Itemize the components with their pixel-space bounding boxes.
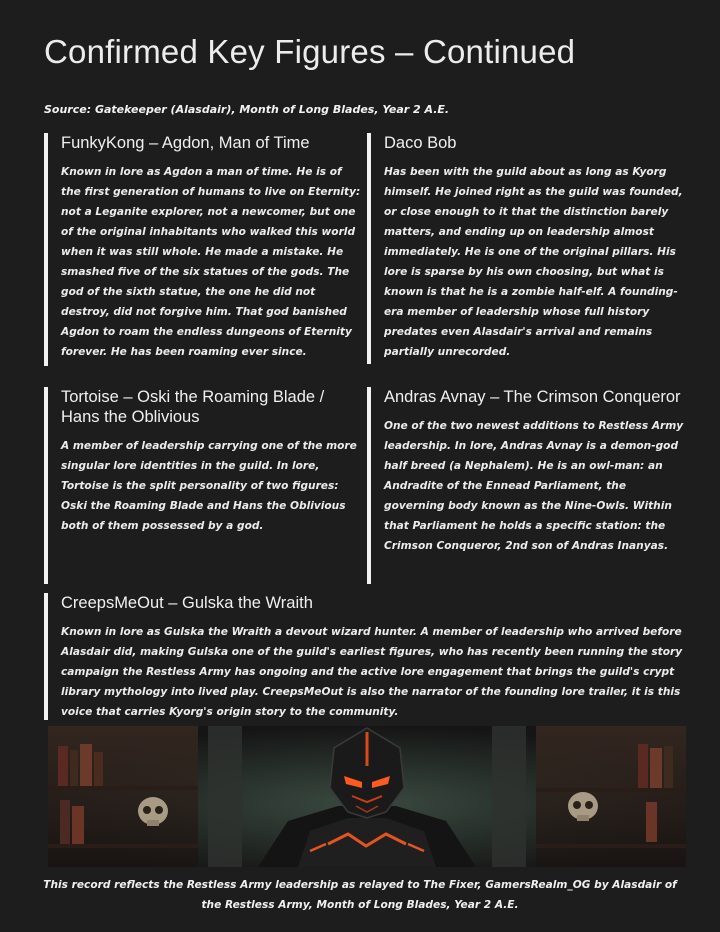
figure-body: Has been with the guild about as long as Kyorg himself. He joined right as the guild was founded, or close enough to it that the distinction barely matters, and ending up on leadership almost immediately. He is one of the original pillars. His lore is sparse by his own choosing, but what is known is that he is a zombie half-elf. A founding-era member of leadership whose full history predates even Alasdair's arrival and remains partially unrecorded. [384, 166, 683, 358]
bookshelf-left [48, 726, 198, 867]
figure-body: Known in lore as Agdon a man of time. He is of the first generation of humans to live on Eternity: not a Leganite explorer, not a newcomer, but one of the original inhabitants who walked this world when it was still whole. He made a mistake. He smashed five of the six statues of the gods. The god of the sixth statue, the one he did not destroy, did not forgive him. That god banished Agdon to roam the endless dungeons of Eternity forever. He has been roaming ever since. [61, 166, 361, 358]
figure-card-tortoise [44, 387, 362, 584]
figure-heading: Andras Avnay – The Crimson Conqueror [384, 388, 681, 406]
figure-body: A member of leadership carrying one of the more singular lore identities in the guild. In lore, Tortoise is the split personality of two figures: Oski the Roaming Blade and Hans the Oblivious both of them possessed by a god. [61, 440, 357, 532]
figure-heading: CreepsMeOut – Gulska the Wraith [61, 594, 313, 612]
figure-card-creepsmeout [44, 593, 684, 720]
figure-heading: Daco Bob [384, 134, 457, 152]
figure-heading: Tortoise – Oski the Roaming Blade / Hans the Oblivious [61, 388, 325, 426]
source-line: Source: Gatekeeper (Alasdair), Month of Long Blades, Year 2 A.E. [44, 103, 450, 116]
figure-body: One of the two newest additions to Restless Army leadership. In lore, Andras Avnay is a demon-god half breed (a Nephalem). He is an owl-man: an Andradite of the Ennead Parliament, the governing body known as the Nine-Owls. Within that Parliament he holds a specific station: the Crimson Conqueror, 2nd son of Andras Inanyas. [384, 420, 684, 552]
figure-heading: FunkyKong – Agdon, Man of Time [61, 134, 310, 152]
page-title: Confirmed Key Figures – Continued [44, 33, 576, 70]
figure-card-andras-avnay [367, 387, 685, 584]
record-caption: This record reflects the Restless Army leadership as relayed to The Fixer, GamersRealm_OG by Alasdair of the Restless Army, Month of Long Blades, Year 2 A.E. [43, 879, 677, 911]
figure-card-funkykong [44, 133, 362, 366]
armored-figure-illustration [48, 726, 686, 867]
figure-card-daco-bob [367, 133, 685, 364]
figure-body: Known in lore as Gulska the Wraith a devout wizard hunter. A member of leadership who arrived before Alasdair did, making Gulska one of the guild's earliest figures, who has recently been running the story campaign the Restless Army has ongoing and the active lore engagement that brings the guild's crypt library mythology into lived play. CreepsMeOut is also the narrator of the founding lore trailer, it is this voice that carries Kyorg's origin story to the community. [61, 626, 683, 718]
bookshelf-right [536, 726, 686, 867]
